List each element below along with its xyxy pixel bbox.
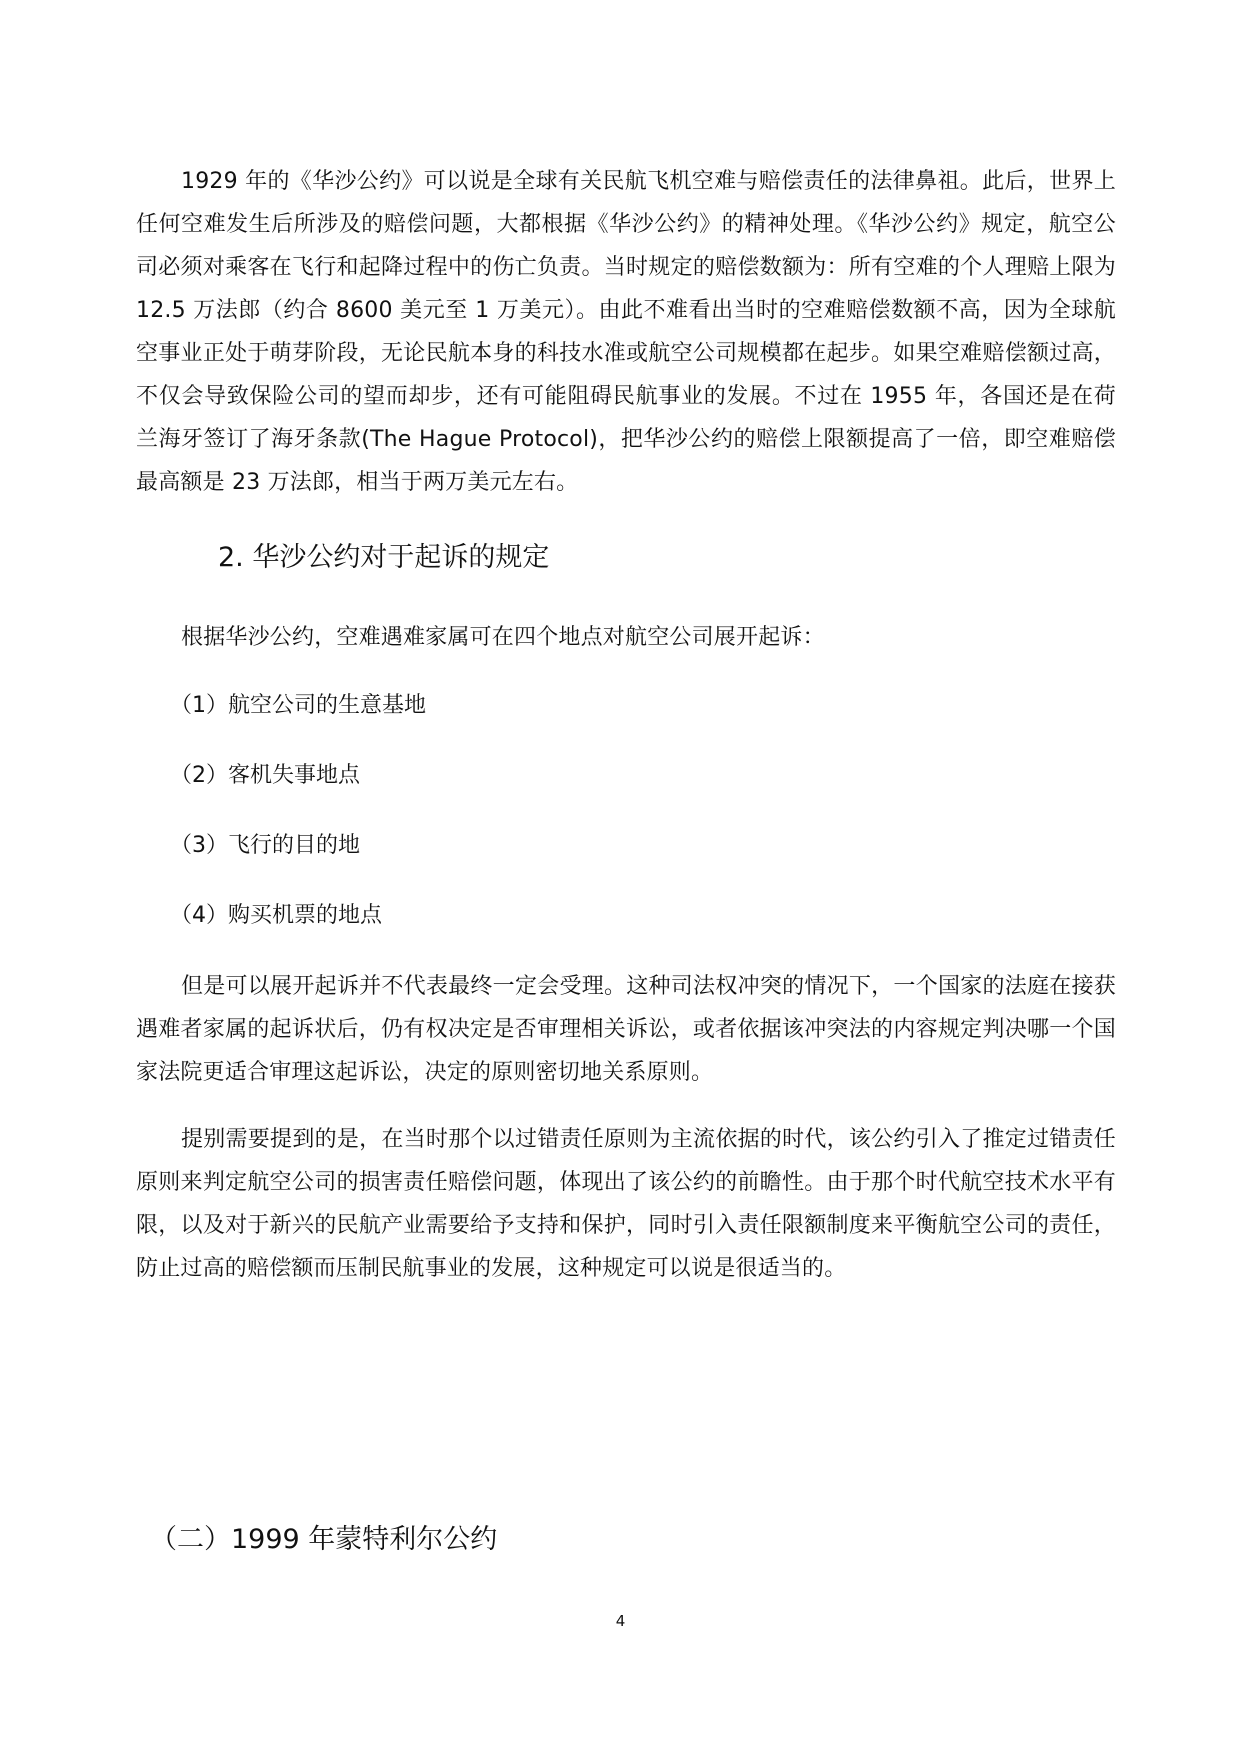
paragraph-presumed-fault: 提别需要提到的是，在当时那个以过错责任原则为主流依据的时代，该公约引入了推定过错责任原则来判定航空公司的损害责任赔偿问题，体现出了该公约的前瞻性。由于那个时代航空技术水平有限，以及对于新兴的民航产业需要给予支持和保护，同时引入责任限额制度来平衡航空公司的责任，防止过高的赔偿额而压制民航事业的发展，这种规定可以说是很适当的。 [136,1127,1116,1281]
paragraph-jurisdiction: 但是可以展开起诉并不代表最终一定会受理。这种司法权冲突的情况下，一个国家的法庭在接获遇难者家属的起诉状后，仍有权决定是否审理相关诉讼，或者依据该冲突法的内容规定判决哪一个国家法院更适合审理这起诉讼，决定的原则密切地关系原则。 [136,974,1116,1085]
paragraph-lawsuit-locations-intro: 根据华沙公约，空难遇难家属可在四个地点对航空公司展开起诉： [181,625,825,650]
part-heading-montreal-convention: （二）1999 年蒙特利尔公约 [150,1524,498,1555]
list-item: （3）飞行的目的地 [170,833,360,858]
section-heading-lawsuit-rules: 2. 华沙公约对于起诉的规定 [218,542,550,573]
paragraph-warsaw-intro: 1929 年的《华沙公约》可以说是全球有关民航飞机空难与赔偿责任的法律鼻祖。此后，世界上任何空难发生后所涉及的赔偿问题，大都根据《华沙公约》的精神处理。《华沙公约》规定，航空公司必须对乘客在飞行和起降过程中的伤亡负责。当时规定的赔偿数额为：所有空难的个人理赔上限为 12.5 万法郎（约合 8600 美元至 1 万美元）。由此不难看出当时的空难赔偿数额不高，因为全球航空事业正处于萌芽阶段，无论民航本身的科技水准或航空公司规模都在起步。如果空难赔偿额过高，不仅会导致保险公司的望而却步，还有可能阻碍民航事业的发展。不过在 1955 年，各国还是在荷兰海牙签订了海牙条款(The Hague Protocol)，把华沙公约的赔偿上限额提高了一倍，即空难赔偿最高额是 23 万法郎，相当于两万美元左右。 [136,169,1116,495]
list-item: （2）客机失事地点 [170,763,360,788]
list-item: （4）购买机票的地点 [170,903,382,928]
list-item: （1）航空公司的生意基地 [170,693,426,718]
page-number: 4 [615,1612,626,1630]
